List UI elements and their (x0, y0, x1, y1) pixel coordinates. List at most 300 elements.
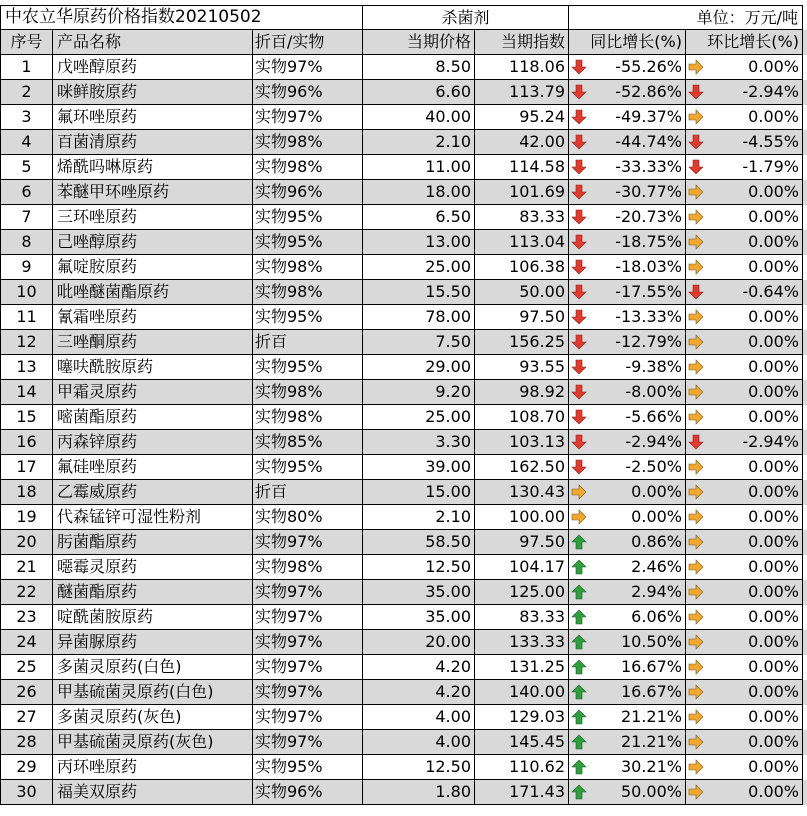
product-name: 戊唑醇原药 (53, 55, 253, 80)
product-name: 百菌清原药 (53, 130, 253, 155)
mom-change-value: 0.00% (748, 782, 799, 801)
mom-change (686, 280, 803, 305)
current-price: 4.00 (363, 730, 475, 755)
table-row (0, 555, 807, 580)
current-price: 4.20 (363, 655, 475, 680)
mom-change-value: 0.00% (748, 332, 799, 351)
mom-change (686, 730, 803, 755)
yoy-change-value: 16.67% (620, 657, 682, 676)
current-index: 133.33 (475, 630, 569, 655)
table-row (0, 280, 807, 305)
yoy-change-value: -20.73% (615, 207, 682, 226)
product-name: 吡唑醚菌酯原药 (53, 280, 253, 305)
yoy-change-value: 2.94% (631, 582, 682, 601)
row-number: 20 (0, 530, 53, 555)
mom-change (686, 330, 803, 355)
mom-change-value: -0.64% (742, 282, 799, 301)
red-down-arrow-icon (688, 84, 704, 100)
current-price: 40.00 (363, 105, 475, 130)
green-up-arrow-icon (571, 609, 587, 625)
yellow-right-arrow-icon (688, 634, 704, 650)
red-down-arrow-icon (571, 409, 587, 425)
product-spec: 实物95% (253, 305, 363, 330)
current-price: 8.50 (363, 55, 475, 80)
current-price: 12.50 (363, 555, 475, 580)
red-down-arrow-icon (571, 109, 587, 125)
yoy-change-value: -5.66% (625, 407, 682, 426)
mom-change-value: 0.00% (748, 307, 799, 326)
yoy-change-value: -52.86% (615, 82, 682, 101)
current-price: 39.00 (363, 455, 475, 480)
product-name: 丙森锌原药 (53, 430, 253, 455)
yellow-right-arrow-icon (688, 109, 704, 125)
yellow-right-arrow-icon (688, 484, 704, 500)
yoy-change (569, 680, 686, 705)
yoy-change-value: 30.21% (620, 757, 682, 776)
product-spec: 实物98% (253, 155, 363, 180)
row-number: 8 (0, 230, 53, 255)
product-name: 三环唑原药 (53, 205, 253, 230)
row-number: 4 (0, 130, 53, 155)
current-price: 4.20 (363, 680, 475, 705)
table-row (0, 155, 807, 180)
table-row (0, 755, 807, 780)
red-down-arrow-icon (571, 184, 587, 200)
current-index: 104.17 (475, 555, 569, 580)
current-index: 171.43 (475, 780, 569, 805)
yoy-change (569, 230, 686, 255)
current-index: 140.00 (475, 680, 569, 705)
product-name: 福美双原药 (53, 780, 253, 805)
green-up-arrow-icon (571, 534, 587, 550)
mom-change-value: -4.55% (742, 132, 799, 151)
yoy-change (569, 655, 686, 680)
yoy-change (569, 55, 686, 80)
mom-change (686, 555, 803, 580)
yellow-right-arrow-icon (571, 484, 587, 500)
mom-change-value: 0.00% (748, 707, 799, 726)
yellow-right-arrow-icon (688, 359, 704, 375)
row-number: 28 (0, 730, 53, 755)
yoy-change (569, 580, 686, 605)
mom-change (686, 230, 803, 255)
current-index: 42.00 (475, 130, 569, 155)
row-number: 19 (0, 505, 53, 530)
row-number: 18 (0, 480, 53, 505)
current-price: 18.00 (363, 180, 475, 205)
row-number: 11 (0, 305, 53, 330)
mom-change (686, 180, 803, 205)
product-name: 噁霉灵原药 (53, 555, 253, 580)
product-spec: 实物97% (253, 680, 363, 705)
product-spec: 实物97% (253, 605, 363, 630)
row-number: 15 (0, 405, 53, 430)
yoy-change-value: -18.75% (615, 232, 682, 251)
current-price: 7.50 (363, 330, 475, 355)
product-name: 多菌灵原药(灰色) (53, 705, 253, 730)
mom-change-value: 0.00% (748, 657, 799, 676)
current-index: 145.45 (475, 730, 569, 755)
mom-change (686, 80, 803, 105)
product-name: 噻呋酰胺原药 (53, 355, 253, 380)
current-price: 25.00 (363, 405, 475, 430)
product-spec: 实物97% (253, 630, 363, 655)
mom-change-value: 0.00% (748, 457, 799, 476)
yellow-right-arrow-icon (688, 709, 704, 725)
header-no: 序号 (0, 30, 53, 55)
mom-change (686, 105, 803, 130)
mom-change-value: 0.00% (748, 682, 799, 701)
product-name: 氟环唑原药 (53, 105, 253, 130)
row-number: 6 (0, 180, 53, 205)
product-spec: 实物97% (253, 105, 363, 130)
mom-change (686, 405, 803, 430)
current-price: 20.00 (363, 630, 475, 655)
yoy-change (569, 555, 686, 580)
row-number: 17 (0, 455, 53, 480)
yellow-right-arrow-icon (688, 309, 704, 325)
unit-label: 单位：万元/吨 (569, 5, 803, 30)
row-number: 30 (0, 780, 53, 805)
yellow-right-arrow-icon (688, 234, 704, 250)
green-up-arrow-icon (571, 559, 587, 575)
yoy-change (569, 105, 686, 130)
yoy-change (569, 205, 686, 230)
row-number: 23 (0, 605, 53, 630)
header-spec: 折百/实物 (253, 30, 363, 55)
table-row (0, 330, 807, 355)
yoy-change-value: 21.21% (620, 707, 682, 726)
yoy-change (569, 155, 686, 180)
mom-change-value: 0.00% (748, 532, 799, 551)
product-spec: 实物98% (253, 555, 363, 580)
mom-change (686, 755, 803, 780)
product-spec: 实物97% (253, 655, 363, 680)
mom-change (686, 55, 803, 80)
red-down-arrow-icon (571, 334, 587, 350)
red-down-arrow-icon (571, 284, 587, 300)
row-number: 22 (0, 580, 53, 605)
current-index: 93.55 (475, 355, 569, 380)
current-index: 95.24 (475, 105, 569, 130)
mom-change-value: 0.00% (748, 207, 799, 226)
mom-change (686, 305, 803, 330)
product-name: 咪鲜胺原药 (53, 80, 253, 105)
mom-change-value: 0.00% (748, 407, 799, 426)
mom-change (686, 505, 803, 530)
yellow-right-arrow-icon (688, 684, 704, 700)
yoy-change (569, 255, 686, 280)
product-spec: 实物96% (253, 180, 363, 205)
yoy-change (569, 180, 686, 205)
current-index: 108.70 (475, 405, 569, 430)
red-down-arrow-icon (571, 434, 587, 450)
product-spec: 折百 (253, 330, 363, 355)
product-name: 肟菌酯原药 (53, 530, 253, 555)
product-spec: 实物97% (253, 705, 363, 730)
table-row (0, 380, 807, 405)
product-spec: 实物97% (253, 580, 363, 605)
green-up-arrow-icon (571, 734, 587, 750)
green-up-arrow-icon (571, 709, 587, 725)
yoy-change (569, 705, 686, 730)
table-row (0, 605, 807, 630)
yoy-change (569, 755, 686, 780)
table-row (0, 455, 807, 480)
red-down-arrow-icon (571, 359, 587, 375)
yoy-change-value: -33.33% (615, 157, 682, 176)
row-number: 13 (0, 355, 53, 380)
product-name: 甲霜灵原药 (53, 380, 253, 405)
mom-change-value: 0.00% (748, 107, 799, 126)
table-row (0, 505, 807, 530)
yoy-change-value: 2.46% (631, 557, 682, 576)
table-row (0, 705, 807, 730)
red-down-arrow-icon (571, 309, 587, 325)
current-index: 103.13 (475, 430, 569, 455)
yoy-change (569, 380, 686, 405)
current-price: 2.10 (363, 505, 475, 530)
table-row (0, 105, 807, 130)
product-spec: 实物96% (253, 80, 363, 105)
current-index: 129.03 (475, 705, 569, 730)
product-spec: 实物95% (253, 755, 363, 780)
table-row (0, 255, 807, 280)
row-number: 10 (0, 280, 53, 305)
current-price: 58.50 (363, 530, 475, 555)
table-row (0, 230, 807, 255)
yoy-change-value: 50.00% (620, 782, 682, 801)
red-down-arrow-icon (571, 209, 587, 225)
table-row (0, 680, 807, 705)
yoy-change (569, 280, 686, 305)
red-down-arrow-icon (571, 234, 587, 250)
yellow-right-arrow-icon (688, 59, 704, 75)
mom-change-value: 0.00% (748, 182, 799, 201)
header-name: 产品名称 (53, 30, 253, 55)
product-spec: 实物98% (253, 380, 363, 405)
mom-change (686, 705, 803, 730)
product-name: 甲基硫菌灵原药(白色) (53, 680, 253, 705)
yellow-right-arrow-icon (571, 509, 587, 525)
product-name: 氟硅唑原药 (53, 455, 253, 480)
product-name: 嘧菌酯原药 (53, 405, 253, 430)
mom-change-value: 0.00% (748, 57, 799, 76)
mom-change-value: -2.94% (742, 432, 799, 451)
table-row (0, 655, 807, 680)
current-price: 6.50 (363, 205, 475, 230)
current-price: 11.00 (363, 155, 475, 180)
table-row (0, 730, 807, 755)
table-row (0, 55, 807, 80)
current-index: 97.50 (475, 530, 569, 555)
current-index: 118.06 (475, 55, 569, 80)
yellow-right-arrow-icon (688, 209, 704, 225)
yoy-change-value: 0.86% (631, 532, 682, 551)
mom-change-value: -1.79% (742, 157, 799, 176)
yoy-change-value: 16.67% (620, 682, 682, 701)
current-price: 78.00 (363, 305, 475, 330)
mom-change-value: 0.00% (748, 632, 799, 651)
yellow-right-arrow-icon (688, 559, 704, 575)
current-index: 113.04 (475, 230, 569, 255)
product-spec: 实物97% (253, 55, 363, 80)
product-spec: 实物95% (253, 205, 363, 230)
product-spec: 实物98% (253, 255, 363, 280)
table-row (0, 580, 807, 605)
current-index: 100.00 (475, 505, 569, 530)
yellow-right-arrow-icon (688, 184, 704, 200)
mom-change (686, 580, 803, 605)
yoy-change (569, 305, 686, 330)
green-up-arrow-icon (571, 634, 587, 650)
current-price: 35.00 (363, 580, 475, 605)
yoy-change-value: -17.55% (615, 282, 682, 301)
table-row (0, 630, 807, 655)
product-name: 苯醚甲环唑原药 (53, 180, 253, 205)
yoy-change (569, 505, 686, 530)
product-name: 甲基硫菌灵原药(灰色) (53, 730, 253, 755)
yoy-change (569, 330, 686, 355)
product-name: 氟啶胺原药 (53, 255, 253, 280)
row-number: 27 (0, 705, 53, 730)
mom-change (686, 130, 803, 155)
row-number: 25 (0, 655, 53, 680)
header-mom: 环比增长(%) (686, 30, 803, 55)
row-number: 5 (0, 155, 53, 180)
yoy-change-value: -44.74% (615, 132, 682, 151)
current-index: 130.43 (475, 480, 569, 505)
table-row (0, 355, 807, 380)
mom-change (686, 530, 803, 555)
table-row (0, 80, 807, 105)
category-label: 杀菌剂 (363, 5, 569, 30)
row-number: 21 (0, 555, 53, 580)
mom-change (686, 480, 803, 505)
title-row (0, 5, 807, 30)
table-row (0, 180, 807, 205)
product-spec: 折百 (253, 480, 363, 505)
current-index: 156.25 (475, 330, 569, 355)
current-price: 3.30 (363, 430, 475, 455)
current-price: 25.00 (363, 255, 475, 280)
current-price: 4.00 (363, 705, 475, 730)
product-name: 代森锰锌可湿性粉剂 (53, 505, 253, 530)
green-up-arrow-icon (571, 584, 587, 600)
green-up-arrow-icon (571, 659, 587, 675)
product-spec: 实物97% (253, 530, 363, 555)
yoy-change-value: 6.06% (631, 607, 682, 626)
product-spec: 实物96% (253, 780, 363, 805)
product-spec: 实物85% (253, 430, 363, 455)
yellow-right-arrow-icon (688, 259, 704, 275)
mom-change (686, 430, 803, 455)
mom-change (686, 680, 803, 705)
current-price: 2.10 (363, 130, 475, 155)
mom-change-value: 0.00% (748, 582, 799, 601)
yoy-change (569, 630, 686, 655)
mom-change-value: -2.94% (742, 82, 799, 101)
yoy-change-value: 21.21% (620, 732, 682, 751)
red-down-arrow-icon (571, 384, 587, 400)
yoy-change-value: -2.50% (625, 457, 682, 476)
current-index: 97.50 (475, 305, 569, 330)
table-row (0, 780, 807, 805)
mom-change (686, 455, 803, 480)
product-spec: 实物95% (253, 355, 363, 380)
yellow-right-arrow-icon (688, 334, 704, 350)
yoy-change-value: -13.33% (615, 307, 682, 326)
yoy-change (569, 780, 686, 805)
table-row (0, 530, 807, 555)
row-number: 26 (0, 680, 53, 705)
product-name: 啶酰菌胺原药 (53, 605, 253, 630)
yellow-right-arrow-icon (688, 609, 704, 625)
current-price: 6.60 (363, 80, 475, 105)
current-index: 162.50 (475, 455, 569, 480)
mom-change (686, 255, 803, 280)
current-index: 131.25 (475, 655, 569, 680)
mom-change-value: 0.00% (748, 482, 799, 501)
product-name: 乙霉威原药 (53, 480, 253, 505)
row-number: 9 (0, 255, 53, 280)
yoy-change-value: -49.37% (615, 107, 682, 126)
mom-change-value: 0.00% (748, 557, 799, 576)
yoy-change (569, 355, 686, 380)
current-price: 13.00 (363, 230, 475, 255)
yoy-change-value: -9.38% (625, 357, 682, 376)
yellow-right-arrow-icon (688, 584, 704, 600)
product-name: 异菌脲原药 (53, 630, 253, 655)
current-price: 12.50 (363, 755, 475, 780)
yellow-right-arrow-icon (688, 409, 704, 425)
product-name: 丙环唑原药 (53, 755, 253, 780)
table-row (0, 305, 807, 330)
yellow-right-arrow-icon (688, 659, 704, 675)
red-down-arrow-icon (571, 59, 587, 75)
mom-change-value: 0.00% (748, 607, 799, 626)
yoy-change (569, 430, 686, 455)
product-name: 三唑酮原药 (53, 330, 253, 355)
current-price: 9.20 (363, 380, 475, 405)
yoy-change (569, 730, 686, 755)
row-number: 3 (0, 105, 53, 130)
yoy-change (569, 405, 686, 430)
red-down-arrow-icon (571, 259, 587, 275)
current-price: 1.80 (363, 780, 475, 805)
red-down-arrow-icon (571, 134, 587, 150)
red-down-arrow-icon (571, 84, 587, 100)
mom-change-value: 0.00% (748, 382, 799, 401)
mom-change (686, 155, 803, 180)
row-number: 2 (0, 80, 53, 105)
yellow-right-arrow-icon (688, 384, 704, 400)
header-yoy: 同比增长(%) (569, 30, 686, 55)
yoy-change-value: -12.79% (615, 332, 682, 351)
yellow-right-arrow-icon (688, 459, 704, 475)
mom-change-value: 0.00% (748, 257, 799, 276)
product-spec: 实物80% (253, 505, 363, 530)
current-index: 106.38 (475, 255, 569, 280)
current-price: 29.00 (363, 355, 475, 380)
yoy-change-value: -8.00% (625, 382, 682, 401)
row-number: 12 (0, 330, 53, 355)
yoy-change (569, 530, 686, 555)
product-name: 多菌灵原药(白色) (53, 655, 253, 680)
mom-change (686, 630, 803, 655)
table-row (0, 130, 807, 155)
row-number: 29 (0, 755, 53, 780)
